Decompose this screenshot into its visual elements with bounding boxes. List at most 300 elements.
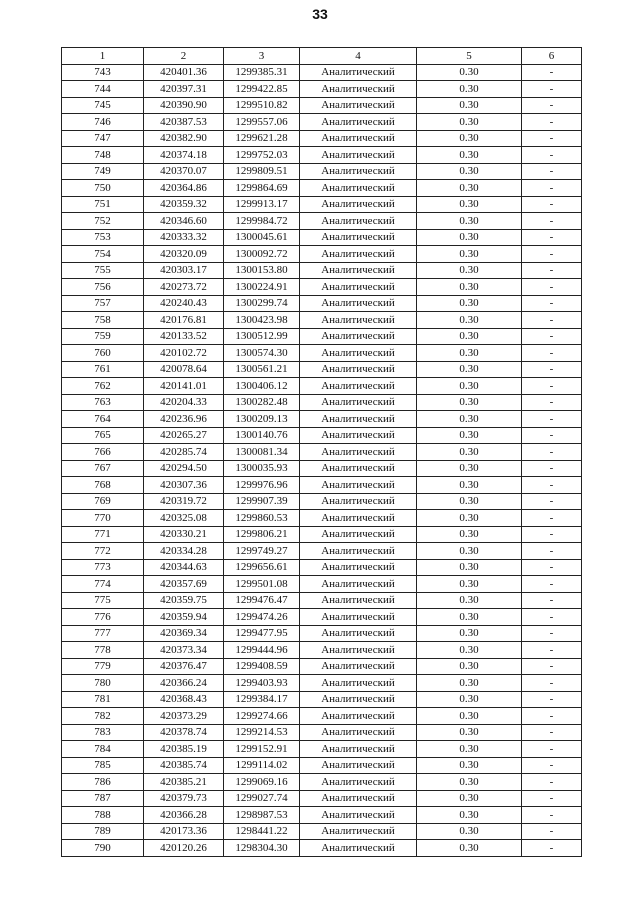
table-cell: 0.30 [417,559,522,576]
table-cell: 750 [62,180,144,197]
table-cell: - [522,114,582,131]
table-cell: 420102.72 [144,345,224,362]
table-cell: 1300224.91 [224,279,300,296]
table-cell: - [522,147,582,164]
table-cell: 779 [62,658,144,675]
table-cell: 420369.34 [144,625,224,642]
table-cell: Аналитический [300,840,417,857]
table-cell: 0.30 [417,444,522,461]
table-cell: 0.30 [417,493,522,510]
table-cell: Аналитический [300,64,417,81]
table-cell: 0.30 [417,840,522,857]
table-cell: Аналитический [300,708,417,725]
table-cell: - [522,609,582,626]
table-cell: 420285.74 [144,444,224,461]
table-cell: 0.30 [417,295,522,312]
table-cell: 420385.21 [144,774,224,791]
table-cell: 1299860.53 [224,510,300,527]
table-cell: 1300035.93 [224,460,300,477]
table-row [62,823,582,840]
table-cell: Аналитический [300,361,417,378]
table-cell: Аналитический [300,196,417,213]
table-cell: 1300140.76 [224,427,300,444]
table-cell: Аналитический [300,526,417,543]
table-cell: 1300153.80 [224,262,300,279]
table-row [62,444,582,461]
table-row [62,213,582,230]
table-cell: 754 [62,246,144,263]
table-cell: Аналитический [300,493,417,510]
table-cell: 420320.09 [144,246,224,263]
table-cell: Аналитический [300,163,417,180]
table-cell: 420357.69 [144,576,224,593]
table-cell: 420366.24 [144,675,224,692]
column-header: 5 [417,48,522,65]
table-cell: 1299809.51 [224,163,300,180]
table-cell: 420378.74 [144,724,224,741]
table-cell: - [522,559,582,576]
table-row [62,345,582,362]
table-cell: 1300561.21 [224,361,300,378]
table-cell: 1300081.34 [224,444,300,461]
table-row [62,526,582,543]
table-cell: 420141.01 [144,378,224,395]
table-cell: 776 [62,609,144,626]
table-cell: 420204.33 [144,394,224,411]
table-cell: 0.30 [417,675,522,692]
table-cell: - [522,757,582,774]
table-cell: 749 [62,163,144,180]
table-cell: - [522,345,582,362]
table-cell: 420133.52 [144,328,224,345]
table-row [62,477,582,494]
table-row [62,642,582,659]
table-cell: 0.30 [417,279,522,296]
table-cell: 1299656.61 [224,559,300,576]
table-cell: 420240.43 [144,295,224,312]
table-cell: Аналитический [300,312,417,329]
table-cell: 751 [62,196,144,213]
table-cell: 0.30 [417,312,522,329]
table-cell: 1299114.02 [224,757,300,774]
table-cell: 746 [62,114,144,131]
table-cell: Аналитический [300,279,417,296]
table-cell: - [522,312,582,329]
table-cell: Аналитический [300,147,417,164]
table-cell: 0.30 [417,262,522,279]
table-cell: - [522,675,582,692]
table-cell: 1299274.66 [224,708,300,725]
table-cell: 1299444.96 [224,642,300,659]
table-cell: - [522,64,582,81]
table-cell: 778 [62,642,144,659]
table-cell: 420385.19 [144,741,224,758]
table-cell: 747 [62,130,144,147]
table-row [62,592,582,609]
table-cell: 774 [62,576,144,593]
table-cell: 0.30 [417,147,522,164]
table-cell: - [522,576,582,593]
table-row [62,295,582,312]
table-cell: 0.30 [417,411,522,428]
column-header: 6 [522,48,582,65]
table-cell: Аналитический [300,823,417,840]
table-row [62,774,582,791]
table-cell: 782 [62,708,144,725]
table-cell: - [522,493,582,510]
table-cell: 420368.43 [144,691,224,708]
table-cell: - [522,130,582,147]
table-cell: 764 [62,411,144,428]
table-cell: 420303.17 [144,262,224,279]
table-cell: 0.30 [417,81,522,98]
table-row [62,675,582,692]
table-row [62,97,582,114]
table-row [62,114,582,131]
table-cell: 420346.60 [144,213,224,230]
table-cell: 0.30 [417,130,522,147]
table-cell: Аналитический [300,592,417,609]
table-cell: Аналитический [300,741,417,758]
table-cell: - [522,295,582,312]
table-cell: - [522,543,582,560]
table-cell: 420359.94 [144,609,224,626]
table-cell: Аналитический [300,559,417,576]
table-cell: - [522,427,582,444]
table-cell: - [522,246,582,263]
table-cell: 0.30 [417,510,522,527]
column-header: 1 [62,48,144,65]
table-cell: 0.30 [417,246,522,263]
table-cell: - [522,279,582,296]
table-cell: - [522,262,582,279]
table-cell: 788 [62,807,144,824]
table-cell: 420319.72 [144,493,224,510]
table-cell: 0.30 [417,526,522,543]
table-cell: 420379.73 [144,790,224,807]
table-cell: - [522,741,582,758]
table-cell: 0.30 [417,229,522,246]
table-cell: Аналитический [300,691,417,708]
table-cell: 420273.72 [144,279,224,296]
table-cell: Аналитический [300,790,417,807]
table-cell: 0.30 [417,576,522,593]
table-cell: 780 [62,675,144,692]
table-cell: 756 [62,279,144,296]
table-cell: Аналитический [300,757,417,774]
table-cell: 743 [62,64,144,81]
table-cell: 1299749.27 [224,543,300,560]
table-cell: 0.30 [417,592,522,609]
table-cell: 0.30 [417,823,522,840]
table-cell: 1300299.74 [224,295,300,312]
table-cell: 1299214.53 [224,724,300,741]
table-cell: 1299477.95 [224,625,300,642]
table-cell: Аналитический [300,543,417,560]
table-cell: 420397.31 [144,81,224,98]
table-cell: Аналитический [300,229,417,246]
table-cell: 1299752.03 [224,147,300,164]
table-cell: 745 [62,97,144,114]
table-row [62,691,582,708]
table-cell: 1299027.74 [224,790,300,807]
table-row [62,312,582,329]
table-cell: 0.30 [417,609,522,626]
table-cell: 789 [62,823,144,840]
table-cell: 762 [62,378,144,395]
table-cell: 1300512.99 [224,328,300,345]
table-cell: Аналитический [300,213,417,230]
table-cell: 0.30 [417,477,522,494]
table-cell: 1299474.26 [224,609,300,626]
table-row [62,411,582,428]
table-cell: 1299385.31 [224,64,300,81]
table-cell: - [522,642,582,659]
table-row [62,658,582,675]
table-cell: - [522,444,582,461]
table-cell: 1299864.69 [224,180,300,197]
table-cell: - [522,394,582,411]
table-row [62,625,582,642]
table-cell: 0.30 [417,345,522,362]
table-cell: - [522,163,582,180]
table-cell: - [522,708,582,725]
table-row [62,361,582,378]
table-cell: 0.30 [417,774,522,791]
table-cell: Аналитический [300,724,417,741]
table-row [62,757,582,774]
table-cell: 1298441.22 [224,823,300,840]
table-cell: - [522,526,582,543]
table-row [62,609,582,626]
table-cell: - [522,81,582,98]
table-row [62,163,582,180]
table-cell: 1299403.93 [224,675,300,692]
table-cell: 1299621.28 [224,130,300,147]
table-cell: Аналитический [300,675,417,692]
table-cell: 757 [62,295,144,312]
table-row [62,460,582,477]
table-cell: Аналитический [300,642,417,659]
table-cell: Аналитический [300,427,417,444]
table-cell: 420373.34 [144,642,224,659]
table-row [62,229,582,246]
table-cell: 767 [62,460,144,477]
table-cell: 420373.29 [144,708,224,725]
column-header: 2 [144,48,224,65]
table-cell: 1299913.17 [224,196,300,213]
table-cell: 1300423.98 [224,312,300,329]
table-cell: 420325.08 [144,510,224,527]
table-cell: Аналитический [300,81,417,98]
table-cell: 772 [62,543,144,560]
table-row [62,840,582,857]
table-cell: 420344.63 [144,559,224,576]
table-cell: Аналитический [300,444,417,461]
table-cell: Аналитический [300,477,417,494]
table-cell: Аналитический [300,625,417,642]
table-row [62,790,582,807]
table-cell: 0.30 [417,394,522,411]
table-cell: Аналитический [300,394,417,411]
table-cell: 753 [62,229,144,246]
table-cell: 777 [62,625,144,642]
table-cell: 761 [62,361,144,378]
table-cell: 0.30 [417,724,522,741]
table-row [62,328,582,345]
table-cell: 0.30 [417,741,522,758]
table-cell: 752 [62,213,144,230]
table-cell: Аналитический [300,130,417,147]
table-cell: 773 [62,559,144,576]
table-cell: 0.30 [417,328,522,345]
table-cell: 760 [62,345,144,362]
table-cell: 0.30 [417,64,522,81]
table-cell: 0.30 [417,642,522,659]
table-cell: 1299476.47 [224,592,300,609]
table-cell: 420387.53 [144,114,224,131]
table-cell: 1299510.82 [224,97,300,114]
table-row [62,510,582,527]
table-cell: - [522,328,582,345]
table-cell: Аналитический [300,774,417,791]
table-cell: Аналитический [300,658,417,675]
table-cell: - [522,592,582,609]
table-row [62,180,582,197]
table-cell: Аналитический [300,378,417,395]
table-row [62,741,582,758]
table-cell: - [522,477,582,494]
table-cell: 0.30 [417,378,522,395]
table-cell: - [522,510,582,527]
table-cell: 755 [62,262,144,279]
table-cell: 420176.81 [144,312,224,329]
column-header: 3 [224,48,300,65]
table-cell: 785 [62,757,144,774]
table-row [62,196,582,213]
table-cell: - [522,229,582,246]
table-cell: Аналитический [300,460,417,477]
table-cell: 771 [62,526,144,543]
table-cell: 0.30 [417,361,522,378]
table-cell: 744 [62,81,144,98]
table-row [62,246,582,263]
table-cell: - [522,196,582,213]
table-cell: 1299984.72 [224,213,300,230]
table-cell: 420265.27 [144,427,224,444]
table-cell: Аналитический [300,328,417,345]
table-cell: Аналитический [300,510,417,527]
table-cell: 1299907.39 [224,493,300,510]
table-cell: 0.30 [417,460,522,477]
table-cell: 1299806.21 [224,526,300,543]
table-cell: Аналитический [300,345,417,362]
table-row [62,493,582,510]
table-cell: 1299557.06 [224,114,300,131]
table-cell: 0.30 [417,213,522,230]
table-cell: - [522,378,582,395]
table-cell: 786 [62,774,144,791]
table-cell: 420294.50 [144,460,224,477]
table-cell: 420382.90 [144,130,224,147]
table-cell: - [522,213,582,230]
table-cell: 420333.32 [144,229,224,246]
table-body [62,64,582,856]
table-cell: 0.30 [417,163,522,180]
table-row [62,427,582,444]
table-row [62,807,582,824]
table-row [62,559,582,576]
table-row [62,81,582,98]
table-cell: - [522,724,582,741]
table-cell: Аналитический [300,97,417,114]
table-cell: 1300045.61 [224,229,300,246]
table-cell: 1299422.85 [224,81,300,98]
table-cell: 1299069.16 [224,774,300,791]
table-cell: Аналитический [300,807,417,824]
table-cell: - [522,361,582,378]
table-cell: - [522,97,582,114]
table-cell: - [522,790,582,807]
table-row [62,576,582,593]
table-cell: 784 [62,741,144,758]
table-row [62,378,582,395]
table-cell: 420376.47 [144,658,224,675]
table-cell: 768 [62,477,144,494]
table-cell: 420374.18 [144,147,224,164]
table-cell: 748 [62,147,144,164]
table-cell: 420078.64 [144,361,224,378]
table-cell: 0.30 [417,114,522,131]
table-cell: 420359.75 [144,592,224,609]
table-cell: 0.30 [417,658,522,675]
table-cell: 0.30 [417,757,522,774]
table-row [62,130,582,147]
table-cell: 1299501.08 [224,576,300,593]
table-cell: 763 [62,394,144,411]
table-cell: 0.30 [417,97,522,114]
table-cell: Аналитический [300,576,417,593]
table-cell: 420120.26 [144,840,224,857]
table-cell: - [522,658,582,675]
table-cell: 1299384.17 [224,691,300,708]
table-row [62,262,582,279]
table-cell: - [522,840,582,857]
table-row [62,279,582,296]
table-cell: 1299976.96 [224,477,300,494]
table-cell: 0.30 [417,708,522,725]
table-cell: 420364.86 [144,180,224,197]
table-cell: Аналитический [300,609,417,626]
table-cell: Аналитический [300,114,417,131]
table-cell: 420370.07 [144,163,224,180]
table-cell: 1300282.48 [224,394,300,411]
table-row [62,724,582,741]
table-cell: 781 [62,691,144,708]
table-cell: - [522,460,582,477]
coordinates-table [61,47,582,857]
table-row [62,147,582,164]
table-cell: 0.30 [417,625,522,642]
table-cell: 775 [62,592,144,609]
table-cell: 766 [62,444,144,461]
table-cell: 1299152.91 [224,741,300,758]
table-cell: 1300209.13 [224,411,300,428]
table-cell: 0.30 [417,790,522,807]
table-cell: 1298304.30 [224,840,300,857]
page-number: 33 [312,6,328,22]
table-cell: - [522,691,582,708]
